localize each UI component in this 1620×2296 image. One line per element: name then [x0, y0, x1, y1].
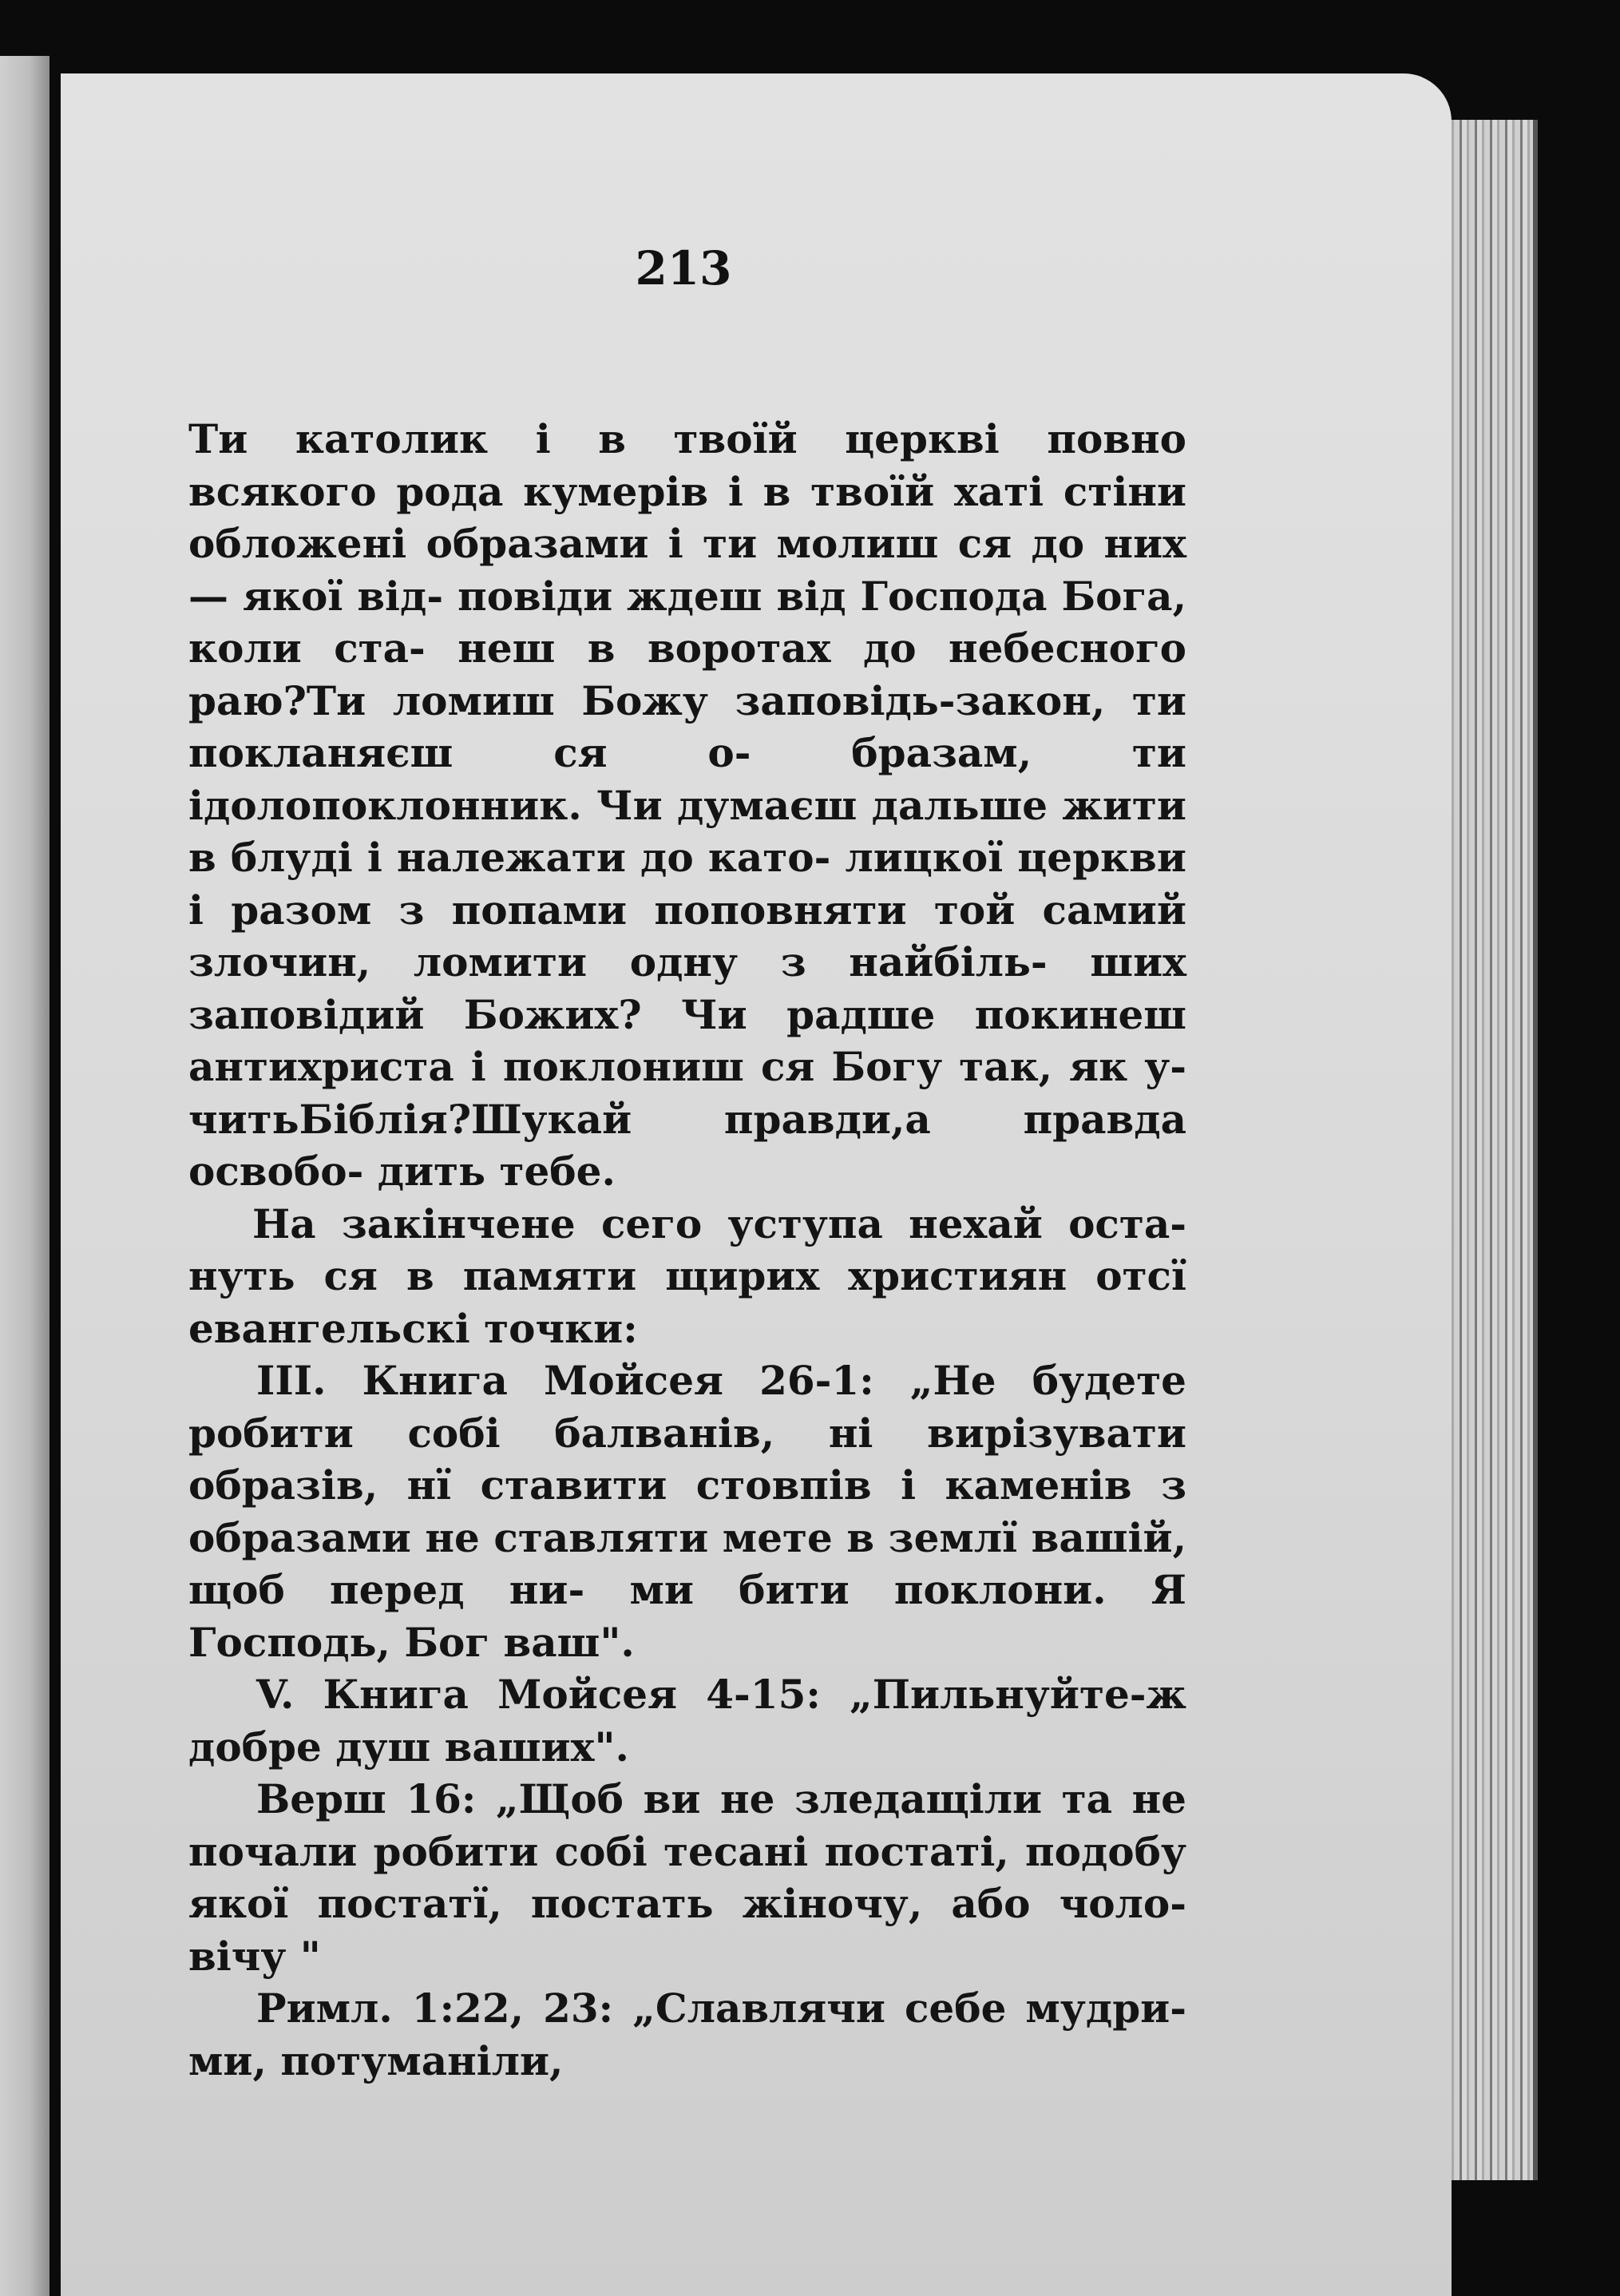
text-line: На закінчене сего уступа нехай оста-	[252, 1200, 1186, 1247]
text-line: почали робити собі тесані постаті, подобу	[188, 1827, 1186, 1875]
text-line: бразам, ти ідолопоклонник. Чи думаєш	[188, 729, 1186, 829]
text-line: антихриста і поклониш ся Богу так, як у-	[188, 1043, 1186, 1090]
text-line: Божу заповідь-закон, ти покланяєш ся о-	[188, 676, 1186, 776]
text-line: вічу "	[188, 1932, 321, 1980]
paragraph-2	[188, 1198, 1186, 1355]
text-line: рода кумерів і в твоїй хаті стіни обложені	[188, 467, 1186, 567]
paragraph-1	[188, 413, 1186, 1198]
adjacent-page-edge	[0, 56, 50, 2296]
paragraph-4	[188, 1668, 1186, 1773]
text-line: неш в воротах до небесного раю?Ти ломиш	[188, 625, 1186, 724]
text-line: V. Книга Мойсея 4-15: „Пильнуйте-ж	[256, 1671, 1186, 1718]
text-line: повіди ждеш від Господа Бога, коли ста-	[188, 572, 1186, 672]
text-line: евангельскі точки:	[188, 1304, 638, 1352]
text-line: добре душ ваших".	[188, 1723, 629, 1771]
text-line: ставляти мете в землї вашій, щоб перед ни-	[188, 1513, 1186, 1613]
text-line: ми бити поклони. Я Господь, Бог ваш".	[188, 1566, 1186, 1666]
text-line: Верш 16: „Щоб ви не зледащіли та не	[256, 1775, 1186, 1822]
text-line: ми, потуманіли,	[188, 2036, 564, 2084]
text-line: Ти католик і в твоїй церкві повно всякого	[188, 415, 1186, 515]
text-line: нуть ся в памяти щирих християн отсї	[188, 1252, 1186, 1299]
text-line: той самий злочин, ломити одну з найбіль-	[188, 886, 1186, 985]
text-line: III. Книга Мойсея 26-1: „Не будете	[256, 1357, 1186, 1404]
text-line: читьБіблія?Шукай правди,а правда освобо-	[188, 1095, 1186, 1195]
text-line: дальше жити в блуді і належати до като-	[188, 781, 1186, 881]
text-line: робити собі балванів, ні вирізувати образів,	[188, 1409, 1186, 1509]
page-text	[188, 413, 1186, 2087]
text-line: ших заповідий Божих? Чи радше покинеш	[188, 938, 1186, 1038]
page-number: 213	[635, 241, 732, 295]
paragraph-3	[188, 1354, 1186, 1668]
text-line: Римл. 1:22, 23: „Славлячи себе мудри-	[256, 1985, 1186, 2032]
text-line: лицкої церкви і разом з попами поповняти	[188, 834, 1186, 934]
paragraph-6	[188, 1982, 1186, 2087]
book-page	[61, 73, 1452, 2296]
text-line: якої постатї, постать жіночу, або чоло-	[188, 1880, 1186, 1927]
paragraph-5	[188, 1773, 1186, 1982]
text-line: нї ставити стовпів і каменів з образами не	[188, 1461, 1186, 1561]
text-line: образами і ти молиш ся до них — якої від-	[188, 520, 1186, 620]
text-line: дить тебе.	[377, 1148, 616, 1195]
